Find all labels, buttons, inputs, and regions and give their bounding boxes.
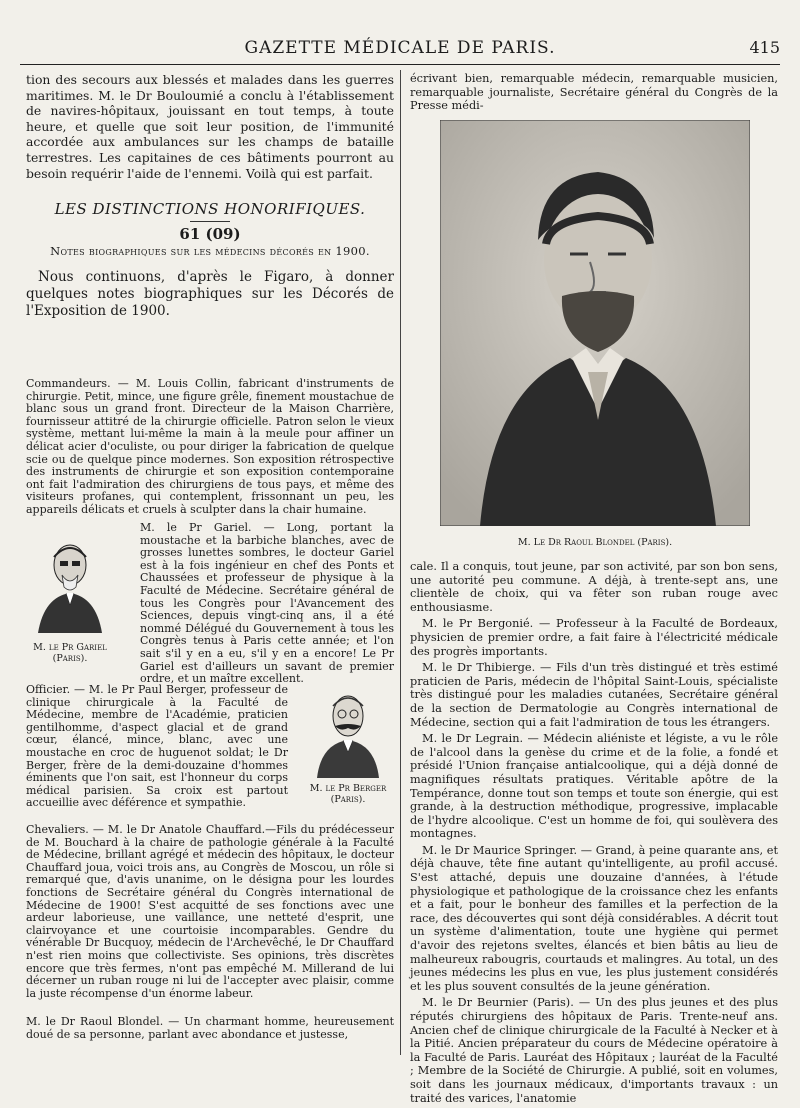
left-column [26, 72, 394, 334]
chevaliers-paragraph: Chevaliers. — M. le Dr Anatole Chauffard.—Fils du prédécesseur de M. Bouchard à la chaire de pathologie générale à la Faculté de Médecine, brillant agrégé et médecin des hôpitaux, le docteur Chauffard joua, voici trois ans, au Congrès de Moscou, un rôle si remarqué que, d'avis unanime, on le désigna pour les lourdes fonctions de Secrétaire général du Congrès international de Médecine de 1900! S'est acquitté de ses fonctions avec une ardeur laborieuse, une vaillance, une netteté d'esprit, une clairvoyance et une courtoisie incomparables. Gendre du vénérable Dr Bucquoy, médecin de l'Archevêché, le Dr Chauffard n'est rien moins que collectiviste. Ses opinions, très discrètes encore que très fermes, n'ont pas empêché M. Millerand de lui décerner un ruban rouge ni lui de l'accepter avec plaisir, comme la juste récompense d'un énorme labeur. [26, 823, 394, 1000]
intro-paragraph: tion des secours aux blessés et malades dans les guerres maritimes. M. le Dr Bouloumié a conclu à l'établissement de navires-hôpitaux, jouissant en tout temps, à toute heure, et quelle que soit leur position, de l'immunité accordée aux ambulances sur les champs de bataille terrestres. Les capitaines de ces bâtiments pourront au besoin requérir l'aide de l'ennemi. Voilà qui est parfait. [26, 72, 394, 181]
page-number: 415 [749, 38, 780, 57]
gariel-caption: M. le Pr Gariel (Paris). [33, 642, 107, 664]
springer-paragraph: M. le Dr Maurice Springer. — Grand, à peine quarante ans, et déjà chauve, tête fine autant qu'intelligente, au profil accusé. S'est attaché, depuis une douzaine d'années, à l'étude physiologique et pathologique de la croissance chez les enfants et a fait, pour le bonheur des familles et la perfection de la race, des découvertes qui sont déjà considérables. A décrit tout un système d'alimentation, toute une hygiène qui permet d'avoir des rejetons sveltes, élancés et bien bâtis au lieu de malheureux rabougris, courtauds et malingres. Au total, un des jeunes médecins les plus en vue, les plus justement considérés et les plus souvent consultés de la jeune génération. [410, 843, 778, 993]
lead-paragraph: Nous continuons, d'après le Figaro, à donner quelques notes biographiques sur les Décorés de l'Exposition de 1900. [26, 268, 394, 319]
commandeurs-paragraph: Commandeurs. — M. Louis Collin, fabricant d'instruments de chirurgie. Petit, mince, une figure grêle, finement moustachue de blanc sous un grand front. Directeur de la Maison Charrière, fournisseur attitré de la chirurgie officielle. Patron selon le vieux système, mettant lui-même la main à la meule pour affiner un délicat acier d'oculiste, ou pour diriger la fabrication de quelque scie ou de quelque pince modernes. Son exposition rétrospective des instruments de chirurgie et son exposition contemporaine ont fait l'admiration des chirurgiens de tous pays, et même des visiteurs profanes, qui contemplent, frissonnant un peu, les appareils délicats et cruels à sculpter dans la chair humaine. [26, 377, 394, 516]
right-top-paragraph: écrivant bien, remarquable médecin, remarquable musicien, remarquable journaliste, Secrétaire général du Congrès de la Presse médi- [410, 72, 778, 113]
column-divider [400, 70, 401, 1055]
section-title: LES DISTINCTIONS HONORIFIQUES. [54, 200, 366, 219]
bergonie-paragraph: M. le Pr Bergonié. — Professeur à la Faculté de Bordeaux, physicien de premier ordre, a fait faire à l'électricité médicale des progrès importants. [410, 617, 778, 658]
page-header [20, 38, 780, 60]
thibierge-paragraph: M. le Dr Thibierge. — Fils d'un très distingué et très estimé praticien de Paris, médecin de l'hôpital Saint-Louis, spécialiste très distingué pour les maladies cutanées, Secrétaire général de la section de Dermatologie au Congrès international de Médecine, section qui a fait l'admiration de tous les étrangers. [410, 661, 778, 729]
legrain-paragraph: M. le Dr Legrain. — Médecin aliéniste et légiste, a vu le rôle de l'alcool dans la genèse du crime et de la folie, a fondé et présidé l'Union française antialcoolique, qui a déjà donné de magnifiques résultats pratiques. Véritable apôtre de la Tempérance, donne tout son temps et toute son énergie, qui est grande, à la destruction méthodique, progressive, implacable de l'hydre alcoolique. C'est un homme de foi, qui soulèvera des montagnes. [410, 732, 778, 841]
gariel-portrait [30, 535, 110, 635]
section-number: 61 (09) [179, 224, 241, 243]
blondel-caption: M. Le Dr Raoul Blondel (Paris). [517, 537, 673, 548]
blondel-figure [440, 120, 750, 548]
right-body [410, 560, 778, 1108]
berger-figure [300, 688, 396, 805]
blondel-paragraph: M. le Dr Raoul Blondel. — Un charmant homme, heureusement doué de sa personne, parlant avec abondance et justesse, [26, 1015, 394, 1041]
gariel-figure [28, 535, 112, 664]
blondel-portrait [440, 120, 750, 526]
header-rule [20, 64, 780, 65]
beurnier-paragraph: M. le Dr Beurnier (Paris). — Un des plus jeunes et des plus réputés chirurgiens des hôpitaux de Paris. Trente-neuf ans. Ancien chef de clinique chirurgicale de la Faculté à Necker et à la Pitié. Ancien préparateur du cours de Médecine opératoire à la Faculté de Paris. Lauréat des Hôpitaux ; lauréat de la Faculté ; Membre de la Société de Chirurgie. A publié, soit en volumes, soit dans les journaux médicaux, d'importants travaux : un traité des varices, l'anatomie [410, 996, 778, 1105]
officier-paragraph: Officier. — M. le Pr Paul Berger, professeur de clinique chirurgicale à la Faculté de Médecine, membre de l'Académie, praticien gentilhomme, d'aspect glacial et de grand cœur, élancé, mince, blanc, avec une moustache en croc de huguenot soldat; le Dr Berger, frère de la demi-douzaine d'hommes éminents que l'on sait, est l'honneur du corps médical parisien. Sa croix est partout accueillie avec déférence et sympathie. [26, 683, 288, 810]
section-subtitle: Notes biographiques sur les médecins décorés en 1900. [50, 244, 370, 259]
title-rule [190, 221, 230, 222]
journal-title: GAZETTE MÉDICALE DE PARIS. [244, 38, 556, 58]
berger-caption: M. le Pr Berger (Paris). [309, 783, 387, 805]
berger-portrait [303, 688, 393, 780]
gariel-paragraph: M. le Pr Gariel. — Long, portant la moustache et la barbiche blanches, avec de grosses lunettes sombres, le docteur Gariel est à la fois ingénieur en chef des Ponts et Chaussées et professeur de physique à la Faculté de Médecine. Secrétaire général de tous les Congrès pour l'Avancement des Sciences, depuis vingt-cinq ans, il a été nommé Délégué du Gouvernement à tous les Congrès tenus à Paris cette année; et l'on sait s'il y en a eu, s'il y en a encore! Le Pr Gariel est d'ailleurs un savant de premier ordre, et un maître excellent. [140, 521, 394, 686]
blondel-continuation: cale. Il a conquis, tout jeune, par son activité, par son bon sens, une autorité peu commune. A déjà, à trente-sept ans, une clientèle de choix, qui va fêter son ruban rouge avec enthousiasme. [410, 560, 778, 614]
